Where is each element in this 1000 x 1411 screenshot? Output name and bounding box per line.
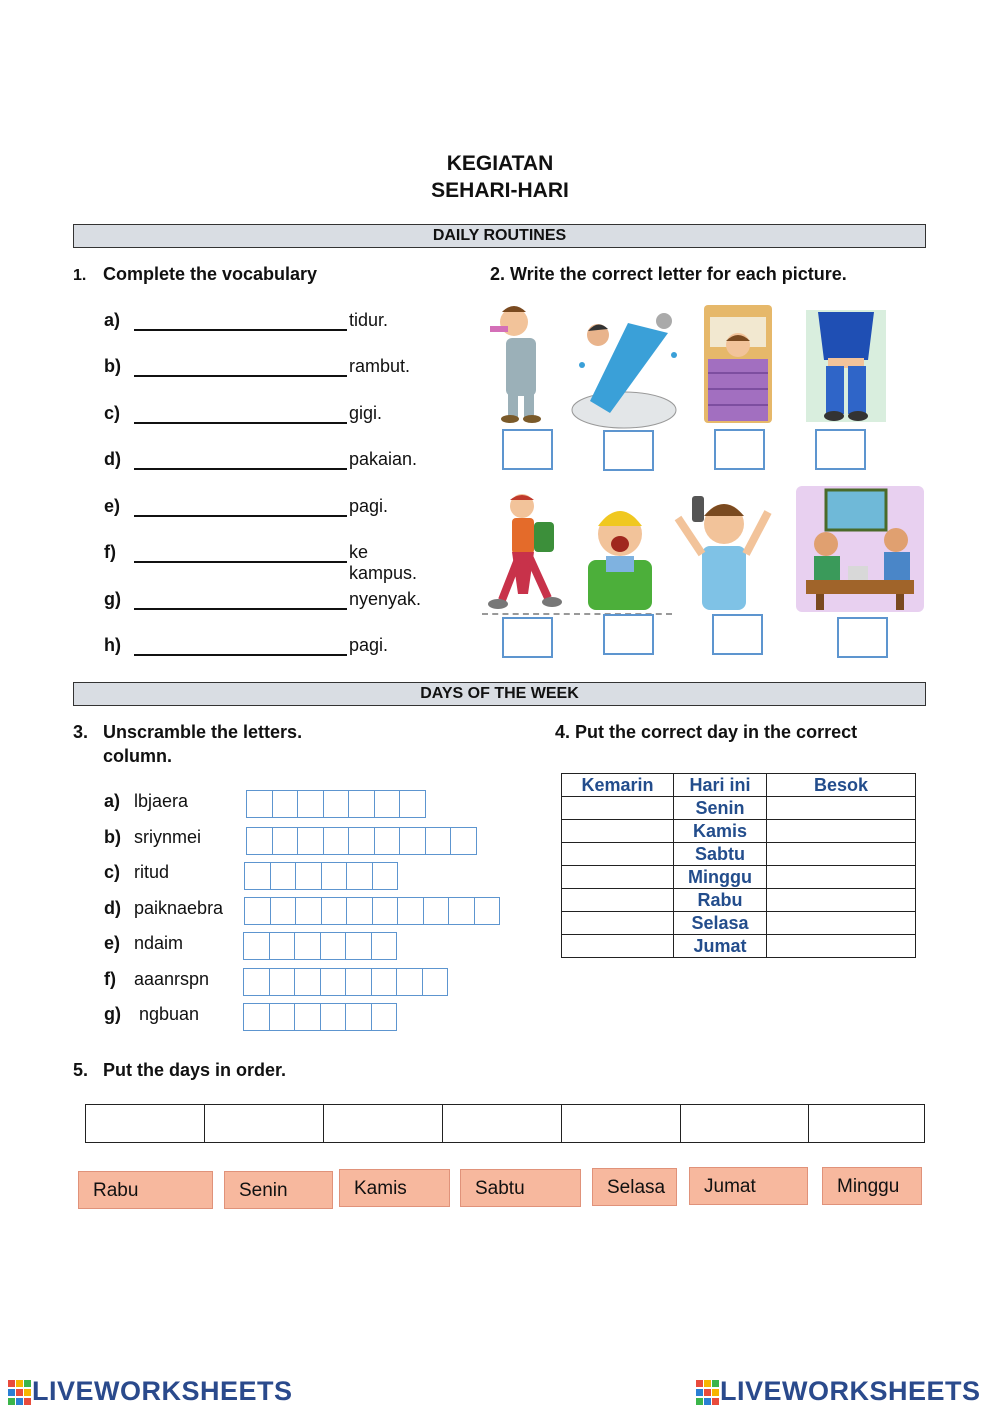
- picture-waking-up: [584, 490, 656, 612]
- answer-box[interactable]: [815, 429, 866, 470]
- title-line-1: KEGIATAN: [446, 152, 554, 175]
- vocab-word: ke kampus.: [349, 542, 418, 583]
- cell-today: Kamis: [674, 820, 767, 843]
- section-band-daily-routines: DAILY ROUTINES: [73, 224, 926, 248]
- answer-line[interactable]: [134, 375, 347, 377]
- table-row: [562, 797, 916, 820]
- vocab-letter: g): [104, 589, 121, 609]
- unscramble-word: sriynmei: [134, 827, 202, 847]
- cell-yesterday[interactable]: [562, 820, 674, 843]
- question-1-number: 1.: [73, 267, 87, 284]
- letter-cells[interactable]: [244, 897, 500, 925]
- cell-yesterday[interactable]: [562, 797, 674, 820]
- cell-today: Minggu: [674, 866, 767, 889]
- vocab-letter: a): [104, 310, 121, 330]
- cell-today: Rabu: [674, 889, 767, 912]
- vocab-letter: b): [104, 356, 121, 376]
- vocab-letter: f): [104, 542, 116, 562]
- question-1-text: Complete the vocabulary: [103, 264, 318, 284]
- answer-line[interactable]: [134, 561, 347, 563]
- unscramble-letter: d): [104, 898, 121, 918]
- vocab-letter: e): [104, 496, 121, 516]
- table-row: [562, 912, 916, 935]
- cell-tomorrow[interactable]: [767, 866, 916, 889]
- picture-getting-dressed: [798, 304, 894, 424]
- answer-line[interactable]: [134, 329, 347, 331]
- day-chip-jumat[interactable]: Jumat: [689, 1167, 808, 1205]
- answer-line[interactable]: [134, 608, 347, 610]
- vocab-letter: c): [104, 403, 121, 423]
- drop-slot[interactable]: [681, 1105, 809, 1143]
- cell-tomorrow[interactable]: [767, 843, 916, 866]
- picture-eating-breakfast: [796, 486, 924, 612]
- vocab-row: [104, 403, 383, 431]
- question-5-number: 5.: [73, 1060, 89, 1080]
- vocab-word: pagi.: [349, 496, 389, 516]
- cell-yesterday[interactable]: [562, 935, 674, 958]
- question-2-text: 2. Write the correct letter for each picture.: [490, 264, 847, 284]
- question-3-number: 3.: [73, 722, 89, 742]
- table-row: [562, 843, 916, 866]
- question-1: [73, 264, 317, 285]
- answer-box[interactable]: [603, 430, 654, 471]
- picture-sleeping: [702, 303, 774, 425]
- drop-slot[interactable]: [324, 1105, 443, 1143]
- footer-brand-left: LIVEWORKSHEETS: [32, 1376, 293, 1406]
- vocab-row: [104, 635, 389, 663]
- vocab-letter: d): [104, 449, 121, 469]
- question-3-text: Unscramble the letters.: [103, 722, 303, 742]
- answer-box[interactable]: [712, 614, 763, 655]
- liveworksheets-logo-icon: [8, 1380, 32, 1411]
- day-chip-rabu[interactable]: Rabu: [78, 1171, 213, 1209]
- table-header-row: [562, 774, 916, 797]
- drop-slot[interactable]: [86, 1105, 205, 1143]
- cell-yesterday[interactable]: [562, 843, 674, 866]
- unscramble-word: lbjaera: [134, 791, 189, 811]
- day-chip-sabtu[interactable]: Sabtu: [460, 1169, 581, 1207]
- cell-today: Jumat: [674, 935, 767, 958]
- header-hari-ini: Hari ini: [674, 774, 767, 797]
- letter-cells[interactable]: [243, 1003, 397, 1031]
- liveworksheets-logo-icon: [696, 1380, 720, 1411]
- vocab-row: [104, 496, 389, 524]
- vocab-letter: h): [104, 635, 121, 655]
- answer-box[interactable]: [714, 429, 765, 470]
- table-row: [562, 866, 916, 889]
- answer-box[interactable]: [837, 617, 888, 658]
- vocab-word: tidur.: [349, 310, 389, 330]
- cell-yesterday[interactable]: [562, 889, 674, 912]
- vocab-row: [104, 589, 422, 617]
- unscramble-word: ngbuan: [139, 1004, 200, 1024]
- vocab-row: [104, 449, 418, 477]
- cell-yesterday[interactable]: [562, 866, 674, 889]
- footer-logo-left: [8, 1376, 293, 1411]
- footer-brand-right: LIVEWORKSHEETS: [720, 1376, 981, 1406]
- picture-brushing-teeth: [476, 300, 560, 424]
- unscramble-letter: f): [104, 969, 116, 989]
- table-row: [562, 820, 916, 843]
- table-row: [562, 889, 916, 912]
- title-line-2: SEHARI-HARI: [431, 179, 569, 202]
- answer-box[interactable]: [502, 617, 553, 658]
- section-band-days-of-week: DAYS OF THE WEEK: [73, 682, 926, 706]
- unscramble-letter: c): [104, 862, 121, 882]
- answer-box[interactable]: [603, 614, 654, 655]
- footer-logo-right: [696, 1376, 981, 1411]
- question-5-text: Put the days in order.: [103, 1060, 287, 1080]
- drop-slot[interactable]: [562, 1105, 681, 1143]
- cell-today: Senin: [674, 797, 767, 820]
- letter-cells[interactable]: [246, 790, 426, 818]
- vocab-word: pakaian.: [349, 449, 418, 469]
- days-table: [561, 773, 916, 958]
- vocab-row: [104, 310, 389, 338]
- cell-tomorrow[interactable]: [767, 889, 916, 912]
- question-4-text: 4. Put the correct day in the correct: [555, 722, 858, 742]
- question-3: [73, 722, 302, 743]
- cell-today: Sabtu: [674, 843, 767, 866]
- cell-tomorrow[interactable]: [767, 935, 916, 958]
- answer-line[interactable]: [134, 515, 347, 517]
- letter-cells[interactable]: [243, 968, 448, 996]
- day-chip-selasa[interactable]: Selasa: [592, 1168, 677, 1206]
- day-chip-minggu[interactable]: Minggu: [822, 1167, 922, 1205]
- vocab-word: gigi.: [349, 403, 383, 423]
- day-chip-senin[interactable]: Senin: [224, 1171, 333, 1209]
- cell-tomorrow[interactable]: [767, 912, 916, 935]
- table-row: [562, 935, 916, 958]
- drop-slot[interactable]: [809, 1105, 925, 1143]
- unscramble-letter: g): [104, 1004, 121, 1024]
- vocab-row: [104, 542, 418, 583]
- unscramble-letter: e): [104, 933, 121, 953]
- drop-slot[interactable]: [443, 1105, 562, 1143]
- unscramble-word: ritud: [134, 862, 170, 882]
- cell-tomorrow[interactable]: [767, 820, 916, 843]
- vocab-word: rambut.: [349, 356, 411, 376]
- answer-line[interactable]: [134, 468, 347, 470]
- unscramble-word: aaanrspn: [134, 969, 210, 989]
- order-drop-row: [85, 1104, 925, 1143]
- answer-line[interactable]: [134, 654, 347, 656]
- picture-combing-hair: [672, 488, 776, 612]
- unscramble-letter: b): [104, 827, 121, 847]
- header-kemarin: Kemarin: [562, 774, 674, 797]
- day-chip-kamis[interactable]: Kamis: [339, 1169, 450, 1207]
- picture-going-to-campus: [482, 490, 568, 614]
- question-3-text-line2: column.: [103, 746, 173, 766]
- unscramble-word: paiknaebra: [134, 898, 224, 918]
- cell-tomorrow[interactable]: [767, 797, 916, 820]
- answer-box[interactable]: [502, 429, 553, 470]
- cell-yesterday[interactable]: [562, 912, 674, 935]
- header-besok: Besok: [767, 774, 916, 797]
- picture-showering: [570, 305, 678, 429]
- unscramble-letter: a): [104, 791, 121, 811]
- answer-line[interactable]: [134, 422, 347, 424]
- question-5: [73, 1060, 286, 1081]
- vocab-row: [104, 356, 411, 384]
- letter-cells[interactable]: [246, 827, 477, 855]
- cell-today: Selasa: [674, 912, 767, 935]
- vocab-word: pagi.: [349, 635, 389, 655]
- vocab-word: nyenyak.: [349, 589, 422, 609]
- drop-slot[interactable]: [205, 1105, 324, 1143]
- letter-cells[interactable]: [243, 932, 397, 960]
- unscramble-word: ndaim: [134, 933, 184, 953]
- letter-cells[interactable]: [244, 862, 398, 890]
